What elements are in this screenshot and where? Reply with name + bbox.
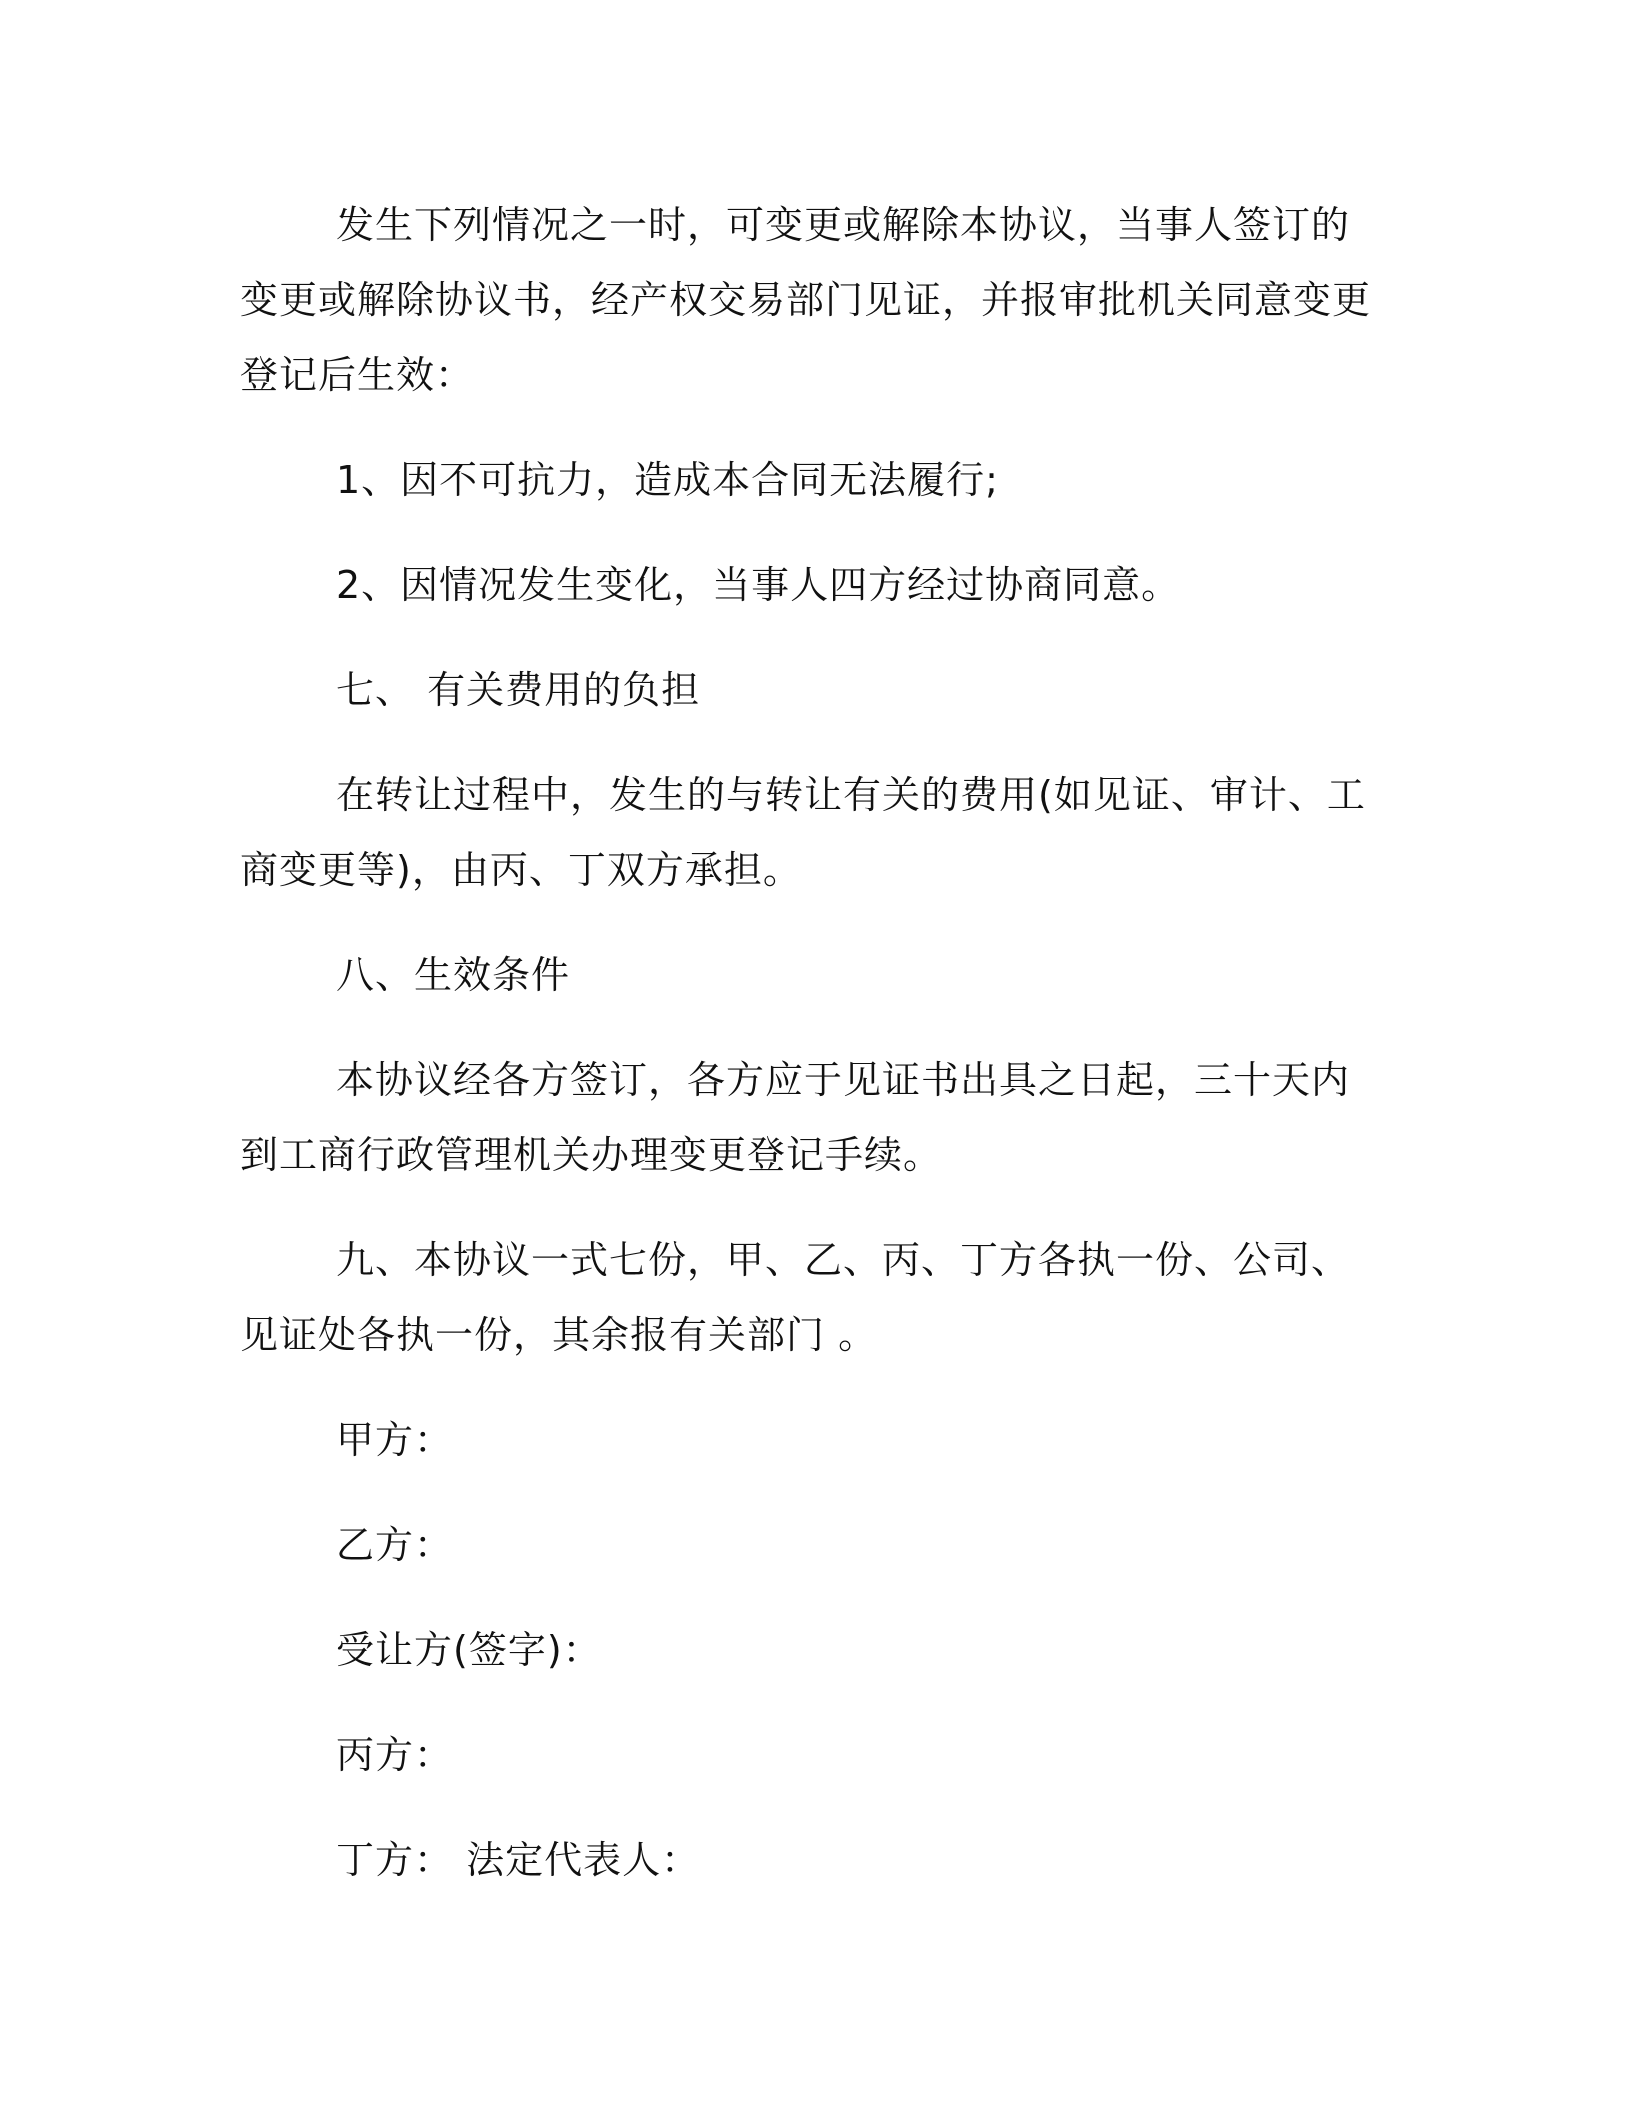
- paragraph-item-1: 1、因不可抗力，造成本合同无法履行;: [336, 458, 999, 502]
- paragraph-fees: 在转让过程中，发生的与转让有关的费用(如见证、审计、工商变更等)，由丙、丁双方承担。: [240, 773, 1366, 892]
- section-heading-effective: 八、生效条件: [336, 953, 571, 997]
- signature-party-a: 甲方：: [336, 1418, 454, 1462]
- paragraph-change-conditions: 发生下列情况之一时，可变更或解除本协议，当事人签订的变更或解除协议书，经产权交易部门见证，并报审批机关同意变更登记后生效：: [240, 203, 1372, 397]
- signature-party-d: 丁方： 法定代表人：: [336, 1838, 701, 1882]
- signature-party-c: 丙方：: [336, 1733, 454, 1777]
- paragraph-effective: 本协议经各方签订，各方应于见证书出具之日起，三十天内到工商行政管理机关办理变更登记手续。: [240, 1058, 1351, 1177]
- signature-transferee: 受让方(签字)：: [336, 1628, 602, 1672]
- paragraph-item-2: 2、因情况发生变化，当事人四方经过协商同意。: [336, 563, 1181, 607]
- signature-party-b: 乙方：: [336, 1523, 454, 1567]
- paragraph-copies: 九、本协议一式七份，甲、乙、丙、丁方各执一份、公司、见证处各执一份，其余报有关部门 。: [240, 1238, 1351, 1357]
- section-heading-fees: 七、 有关费用的负担: [336, 668, 701, 712]
- document-body: [240, 188, 1380, 1898]
